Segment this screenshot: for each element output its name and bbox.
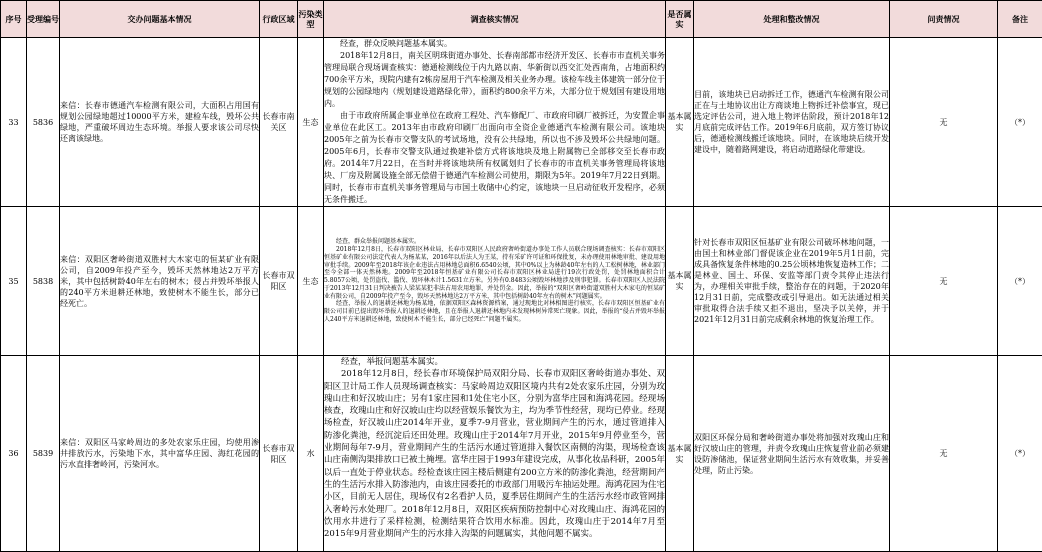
header-verified: 是否属实 [666,1,694,38]
header-issue: 交办问题基本情况 [60,1,260,38]
header-remarks: 备注 [998,1,1042,38]
cell-handling: 目前，该地块已启动拆迁工作，德通汽车检测有限公司正在与土地协议出让方商谈地上物拆迁补偿事宜，现已选定评估公司，进入地上物评估阶段，预计2018年12月底前完成评估工作。2019年6月底前，双方签订协议后，德通检测线搬迁该地块。同时，在该地块后续开发建设中，随着路网建设，将启动道路绿化带建设。 [694,38,890,207]
cell-accountability: 无 [890,356,998,552]
investigation-paragraph: 2018年12月8日，南关区明珠街道办事处、长春南部都市经济开发区、长春市市直机关事务管理局联合现场调查核实：德通检测线位于内九路以南、华新街以西交汇处西南角，占地面积约700余平方米，现院内建有2栋房屋用于汽车检测及相关业务办理。该检车线主体建筑一部分位于规划的公园绿地内（规划建设道路绿化带），面积约800余平方米，大部分位于规划国有建设用地内。 [324,50,665,110]
header-accountability: 问责情况 [890,1,998,38]
cell-pollution-type: 生态 [298,38,324,207]
cell-verified: 基本属实 [666,38,694,207]
header-region: 行政区域 [260,1,298,38]
table-row [1,356,1042,552]
cell-seq: 36 [1,356,27,552]
header-investigation: 调查核实情况 [324,1,666,38]
table-header [1,1,1042,38]
cell-investigation [324,207,666,356]
investigation-paragraph: 由于市政府所属企事业单位在政府工程处、汽车修配厂、市政府印刷厂被拆迁，为安置企事业单位在此区工。2013年由市政府印刷厂出面向市全资企业德通汽车检测有限公司。该地块2005年之前为长春市交警支队的考试场地，没有公共绿地，所以也不涉及毁坏公共绿地问题。2005年6月，长春市交警支队通过换建补偿方式将该地块及地上附属物已全部移交至长春市政府。2014年7月22日，在当时并将该地块所有权属划归了长春市的市直机关事务管理局将该地块、厂房及附属设施全部无偿借于德通汽车检测公司使用，期限为5年。2019年7月22日到期。同时，长春市市直机关事务管理局与市国土收储中心约定，该地块一旦启动征收开发程序，必须无条件搬迁。 [324,110,665,206]
cell-pollution-type: 水 [298,356,324,552]
cell-investigation [324,356,666,552]
cell-verified: 基本属实 [666,356,694,552]
cell-acceptance-no: 5836 [27,38,60,207]
investigation-paragraph: 经查，举报问题基本属实。 [324,356,665,368]
cell-remarks: （*） [998,356,1042,552]
header-handling: 处理和整改情况 [694,1,890,38]
header-pollution-type: 污染类型 [298,1,324,38]
cell-region: 长春市南关区 [260,38,298,207]
header-seq: 序号 [1,1,27,38]
cell-issue: 来信：双阳区马家岭周边的多处农家乐庄园，均使用渗井排放污水，污染地下水，其中富华庄园、海红花园的污水直排奢岭河，污染河水。 [60,356,260,552]
cell-remarks: （*） [998,207,1042,356]
investigation-paragraph: 2018年12月8日，长春市双阳区林业局、长春市双阳区人民政府奢岭街道办事处工作人员联合现场调查核实：长春市双阳区恒基矿业有限公司法定代表人为杨某某，2016年以后法人为王某，持有采矿许可证和环保批复，未办理使用林地审批、建设用地审批手续。2009年至2018年该企业违法占用林地总面积6.6540公顷，其中0%以上为林龄40年左右的人工松树林地，林业部门至今全部一体天然林地。2009年至2018年恒基矿业有限公司长春市双阳区林业局进行19次行政处罚，处罚林地面积合计5.8057公顷，处罚盗伐、滥伐、毁坏林木计1.5631立方米。另外有0.8483公顷毁坏林地涉及刑事犯罪。长春市双阳区人民法院于2013年12月31日判决被告人梁某某犯非法占用农用地罪，并处罚金。因此，举报的“双阳区奢岭街道双胜村大木家屯的恒某矿业有限公司，自2009年投产至今，毁坏天然林地达2万平方米，其中包括树龄40年左右的树木”问题属实。 [324,246,665,301]
cell-issue: 来信：双阳区奢岭街道双胜村大木家屯的恒某矿业有限公司，自2009年投产至今，毁坏天然林地达2万平方米，其中包括树龄40年左右的树木；侵占并毁坏举报人的240平方米退耕还林地，致使树木不能生长，部分已经死亡。 [60,207,260,356]
table-row [1,38,1042,207]
cell-region: 长春市双阳区 [260,207,298,356]
header-acceptance-no: 受理编号 [27,1,60,38]
table-row [1,207,1042,356]
cell-accountability: 无 [890,38,998,207]
cell-investigation [324,38,666,207]
investigation-paragraph: 2018年12月8日，经长春市环境保护局双阳分局、长春市双阳区奢岭街道办事处、双阳区卫计局工作人员现场调查核实：马家岭周边双阳区境内共有2处农家乐庄园，分别为玫瑰山庄和好汉坡山庄；另有1家庄园和1处住宅小区，分别为富华庄园和海鸿花园。经现场核查，玫瑰山庄和好汉坡山庄均以经营娱乐餐饮为主，均为季节性经营，现均已停业。经现场检查，好汉坡山庄2014年开业，夏季7-9月营业，营业期间产生的污水，通过管道排入防渗化粪池，经沉淀后还田处理。玫瑰山庄于2014年7月开业，2015年9月停业至今，营业期间每年7-9月，营业期间产生的生活污水通过管道排入餐饮区南侧的沟渠，现场检查该山庄南侧沟渠排放口已被土掩埋。富华庄园于1993年建设完成，从事化妆品科研，2005年以后一直处于停业状态。经检查该庄园主楼后侧建有200立方米的防渗化粪池，经营期间产生的生活污水排入防渗池内，由该庄园委托的市政部门用吸污车抽运处理。海鸿花园为住宅小区，目前无人居住，现场仅有2名看护人员，夏季居住期间产生的生活污水经市政管网排入奢岭污水处理厂。2018年12月8日，双阳区疾病预防控制中心对玫瑰山庄、海鸿花园的饮用水井进行了采样检测，检测结果符合饮用水标准。因此，玫瑰山庄于2014年7月至2015年9月营业期间产生的污水排入沟渠的问题属实，其他问题不属实。 [324,368,665,540]
cell-seq: 33 [1,38,27,207]
cell-remarks: （*） [998,38,1042,207]
cell-handling: 针对长春市双阳区恒基矿业有限公司破坏林地问题，一由国土和林业部门督促该企业在2019年5月1日前，完成具备恢复条件林地的0.25公顷林地恢复造林工作；二是林业、国土、环保、安监等部门责令其停止违法行为，办理相关审批手续，整治存在的问题，于2020年12月31日前，完成整改或引导退出。如无法通过相关审批取得合法手续又拒不退出，坚决予以关停，并于2021年12月31日前完成剩余林地的恢复治理工作。 [694,207,890,356]
investigation-paragraph: 经查，群众反映问题基本属实。 [324,38,665,50]
cell-issue: 来信：长春市德通汽车检测有限公司，大面积占用国有规划公园绿地超过10000平方米，建检车线，毁坏公共绿地，严重破坏周边生态环境。举报人要求该公司尽快还离该绿地。 [60,38,260,207]
investigation-paragraph: 经查，举报人的退耕还林地为杨某地，依据双阳区森林资源档案，通过现地比对林相图进行核实，长春市双阳区恒基矿业有限公司目前已提出毁坏举报人的退耕还林地，且在举报人退耕还林地内未发现林树异常死亡现象。因此，举报的“侵占并毁坏举报人240平方米退耕还林地，致使树木不能生长，部分已经死亡”问题不属实。 [324,300,665,323]
investigation-paragraph: 经查，群众举报问题基本属实。 [324,238,665,246]
cell-acceptance-no: 5839 [27,356,60,552]
cell-seq: 35 [1,207,27,356]
cell-pollution-type: 生态 [298,207,324,356]
cell-acceptance-no: 5838 [27,207,60,356]
cell-region: 长春市双阳区 [260,356,298,552]
cell-handling: 双阳区环保分局和奢岭街道办事处将加强对玫瑰山庄和好汉坡山庄的管理，并责令玫瑰山庄恢复营业前必须建设防渗储池，保证营业期间生活污水有效收集，并妥善处理，防止污染。 [694,356,890,552]
cell-verified: 基本属实 [666,207,694,356]
cell-accountability: 无 [890,207,998,356]
